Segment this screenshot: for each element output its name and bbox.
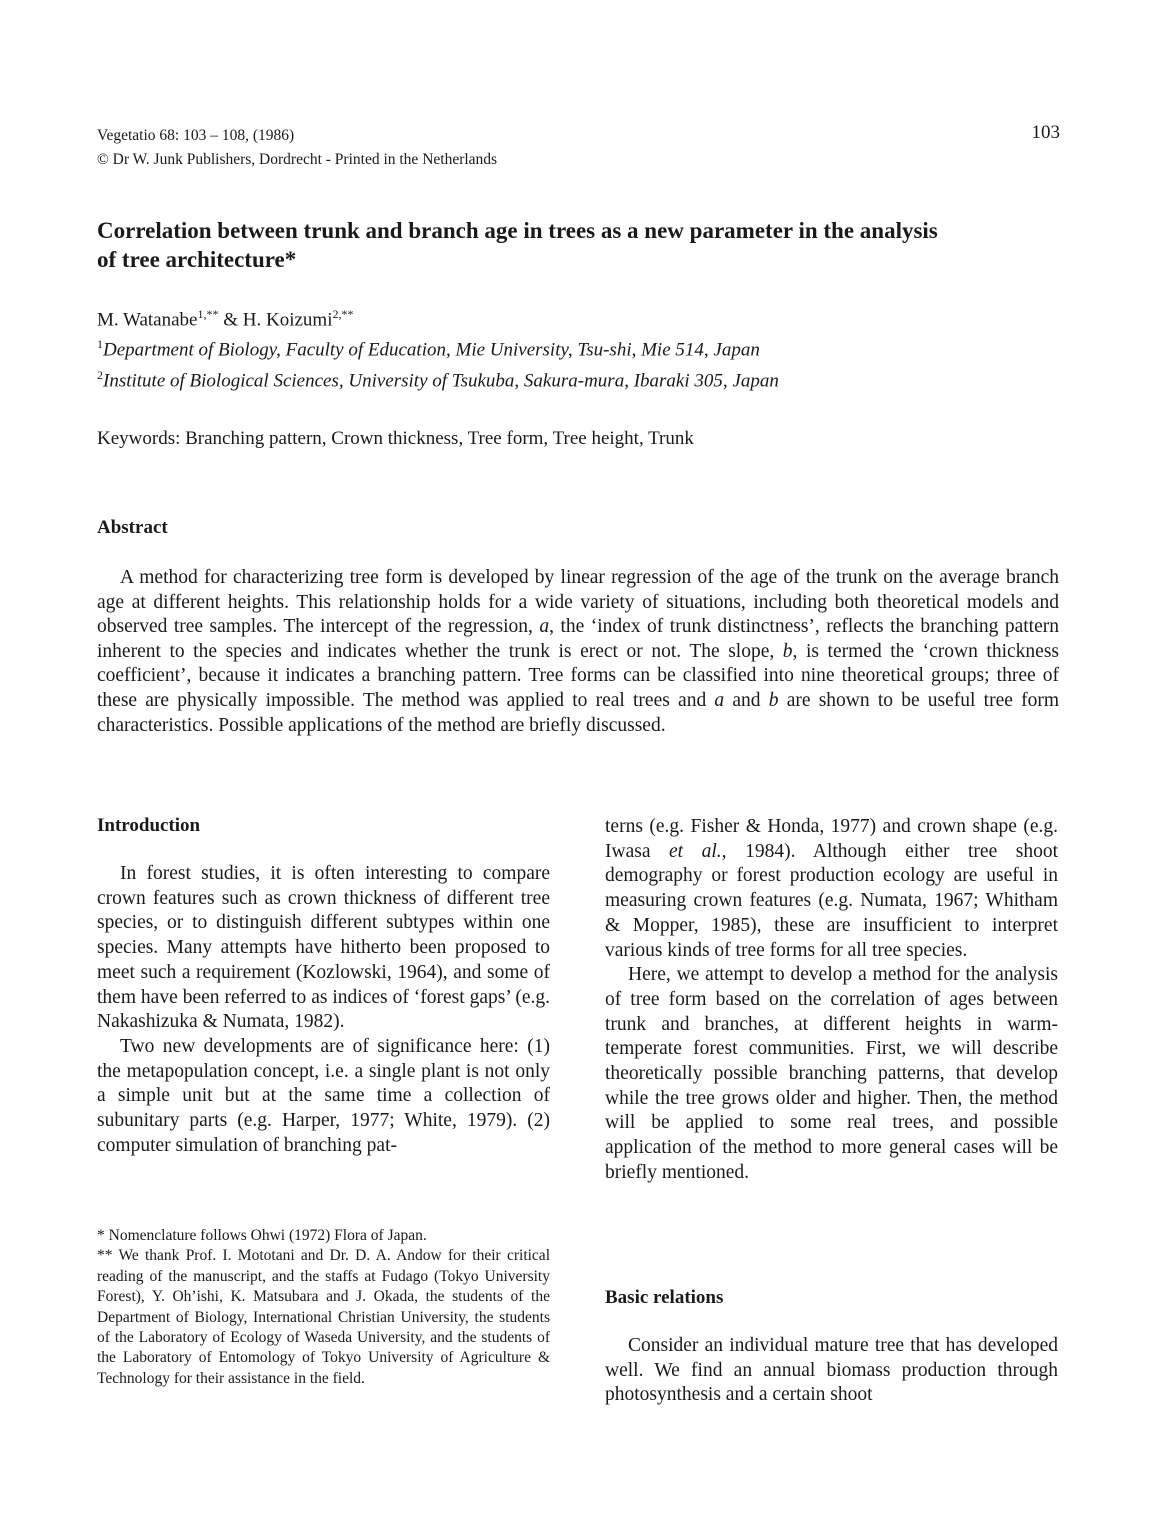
- title-line-1: Correlation between trunk and branch age in trees as a new parameter in the analysis: [97, 218, 938, 243]
- introduction-heading: Introduction: [97, 815, 201, 836]
- author-koizumi: H. Koizumi: [242, 309, 333, 331]
- introduction-paragraph-2: Two new developments are of significance here: (1) the metapopulation concept, i.e. a single plant is not only a simple unit but at the same time a collection of subunitary parts (e.g. Harper, 1977; White, 1979). (2) computer simulation of branching pat-: [97, 1035, 550, 1156]
- copyright-line: © Dr W. Junk Publishers, Dordrecht - Printed in the Netherlands: [97, 151, 498, 168]
- et-al: et al.: [669, 840, 722, 862]
- introduction-body: [97, 862, 550, 1158]
- journal-citation: Vegetatio 68: 103 – 108, (1986): [97, 127, 295, 144]
- author-list: [97, 302, 1077, 332]
- abstract-body: A method for characterizing tree form is developed by linear regression of the age of the trunk on the average branch age at different heights. This relationship holds for a wide variety of situations, including both theoretical models and observed tree samples. The intercept of the regression, a, the ‘index of trunk distinctness’, reflects the branching pattern inherent to the species and indicates whether the trunk is erect or not. The slope, b, is termed the ‘crown thickness coefficient’, because it indicates a branching pattern. Tree forms can be classified into nine theoretical groups; three of these are physically impossible. The method was applied to real trees and a and b are shown to be useful tree form characteristics. Possible applications of the method are briefly discussed.: [97, 567, 1060, 736]
- author-watanabe: M. Watanabe: [97, 309, 198, 331]
- introduction-paragraph-1: In forest studies, it is often interesting to compare crown features such as crown thickness of different tree species, or to distinguish different subtypes within one species. Many attempts have hitherto been proposed to meet such a requirement (Kozlowski, 1964), and some of them have been referred to as indices of ‘forest gaps’ (e.g. Nakashizuka & Numata, 1982).: [97, 863, 550, 1033]
- abstract-heading: Abstract: [97, 517, 168, 538]
- introduction-continuation: terns (e.g. Fisher & Honda, 1977) and crown shape (e.g. Iwasa et al., 1984). Although either tree shoot demography or forest production ecology are useful in measuring crown features (e.g. Numata, 1967; Whitham & Mopper, 1985), these are insufficient to interpret various kinds of tree forms for all tree species.: [605, 816, 1059, 961]
- author-2-affiliation-mark: 2,**: [332, 307, 354, 321]
- right-column-body: [605, 815, 1058, 1186]
- footnote-nomenclature: * Nomenclature follows Ohwi (1972) Flora of Japan.: [97, 1227, 427, 1244]
- affiliation-1-number: 1: [97, 337, 103, 352]
- keywords: Keywords: Branching pattern, Crown thickness, Tree form, Tree height, Trunk: [97, 428, 694, 449]
- affiliation-1: [97, 332, 1077, 362]
- running-header: [97, 124, 697, 172]
- symbol-b: b: [782, 640, 793, 662]
- symbol-a: a: [539, 616, 550, 638]
- author-separator: &: [218, 309, 243, 331]
- paper-title: [97, 216, 1077, 274]
- author-block: [97, 302, 1077, 393]
- footnote-acknowledgements: ** We thank Prof. I. Mototani and Dr. D. A. Andow for their critical reading of the manuscript, and the staffs at Fudago (Tokyo University Forest), Y. Oh’ishi, K. Matsubara and J. Okada, the students of the Department of Biology, International Christian University, the students of the Laboratory of Ecology of Waseda University, and the students of the Laboratory of Entomology of Tokyo University of Agriculture & Technology for their assistance in the field.: [97, 1247, 550, 1387]
- introduction-paragraph-3: Here, we attempt to develop a method for the analysis of tree form based on the correlation of ages between trunk and branches, at different heights in warm-temperate forest communities. First, we will describe theoretically possible branching patterns, that develop while the tree grows older and higher. Then, the method will be applied to some real trees, and possible application of the method to more general cases will be briefly mentioned.: [605, 964, 1058, 1183]
- affiliation-2-text: Institute of Biological Sciences, University of Tsukuba, Sakura-mura, Ibaraki 305, Japan: [103, 369, 779, 391]
- affiliation-2: [97, 363, 1077, 393]
- affiliation-1-text: Department of Biology, Faculty of Education, Mie University, Tsu-shi, Mie 514, Japan: [103, 339, 760, 361]
- page-number: 103: [1031, 122, 1060, 143]
- basic-relations-body: [605, 1334, 1058, 1408]
- author-1-affiliation-mark: 1,**: [197, 307, 219, 321]
- basic-relations-heading: Basic relations: [605, 1287, 724, 1308]
- title-line-2: of tree architecture*: [97, 247, 297, 272]
- basic-relations-paragraph-1: Consider an individual mature tree that has developed well. We find an annual biomass production through photosynthesis and a certain shoot: [605, 1335, 1058, 1406]
- affiliation-2-number: 2: [97, 367, 103, 382]
- footnotes: [97, 1226, 550, 1389]
